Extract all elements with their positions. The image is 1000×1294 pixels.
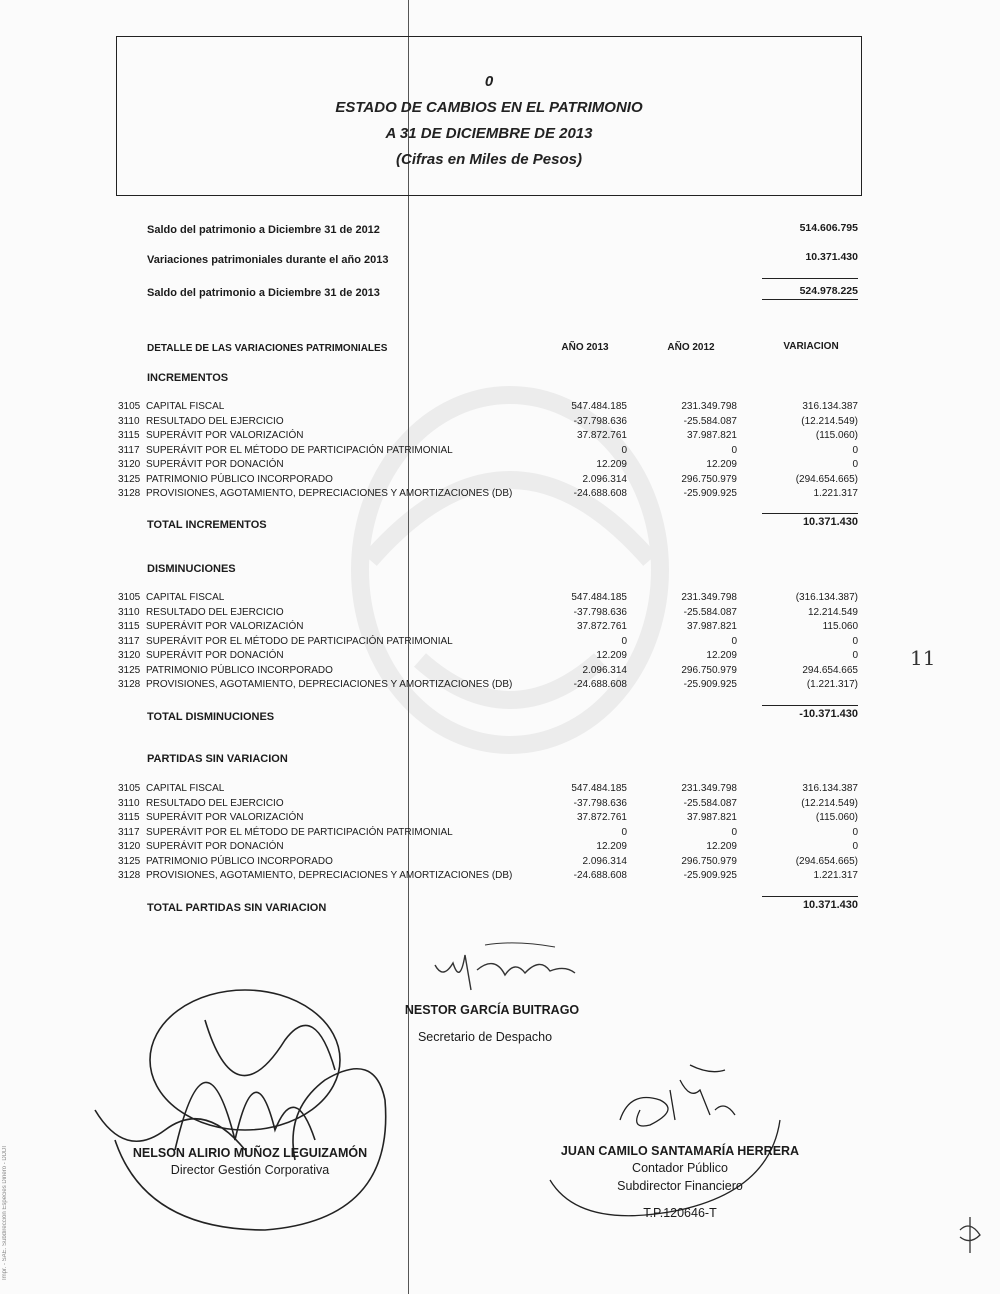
total-label-decreases: TOTAL DISMINUCIONES xyxy=(147,711,275,723)
account-description: PATRIMONIO PÚBLICO INCORPORADO xyxy=(146,664,333,676)
accountant-title: Contador Público xyxy=(632,1161,728,1175)
value-2013: 12.209 xyxy=(596,841,627,852)
director-title: Director Gestión Corporativa xyxy=(170,1163,330,1177)
accountant-name: JUAN CAMILO SANTAMARÍA HERRERA xyxy=(560,1144,800,1158)
value-2013: -24.688.608 xyxy=(573,870,627,881)
value-2012: 37.987.821 xyxy=(686,621,737,632)
account-code: 3110 xyxy=(118,606,140,618)
table-row xyxy=(0,797,1000,812)
table-row xyxy=(0,620,1000,635)
account-description: SUPERÁVIT POR VALORIZACIÓN xyxy=(146,621,304,632)
value-variation: 1.221.317 xyxy=(813,488,858,499)
report-date: A 31 DE DICIEMBRE DE 2013 xyxy=(385,125,593,142)
account-code: 3105 xyxy=(118,783,141,794)
value-2012: 296.750.979 xyxy=(681,664,737,676)
table-row xyxy=(0,444,1000,459)
account-code: 3125 xyxy=(118,855,141,867)
value-2012: -25.584.087 xyxy=(683,797,737,809)
value-2013: 0 xyxy=(621,826,627,838)
account-description: PATRIMONIO PÚBLICO INCORPORADO xyxy=(146,855,333,867)
value-variation: 0 xyxy=(852,826,858,838)
value-2013: 37.872.761 xyxy=(576,812,627,823)
total-underline-increments xyxy=(762,513,858,514)
value-2013: 547.484.185 xyxy=(571,401,627,412)
side-note: Impr. - SAE. Subdirección Especies Dinero - DDDI xyxy=(2,1145,8,1280)
account-code: 3105 xyxy=(118,401,141,412)
section-title-decreases: DISMINUCIONES xyxy=(147,563,236,575)
account-code: 3120 xyxy=(118,650,141,661)
account-description: PROVISIONES, AGOTAMIENTO, DEPRECIACIONES Y AMORTIZACIONES (DB) xyxy=(146,679,513,690)
value-2012: -25.909.925 xyxy=(683,870,737,881)
total-value-no-variation: 10.371.430 xyxy=(802,899,858,911)
secretary-title: Secretario de Despacho xyxy=(417,1030,553,1044)
corner-initials xyxy=(955,1215,985,1255)
value-variation: 1.221.317 xyxy=(813,870,858,881)
account-code: 3128 xyxy=(118,488,141,499)
director-signature xyxy=(85,960,415,1250)
account-code: 3128 xyxy=(118,679,141,690)
value-2012: -25.584.087 xyxy=(683,415,737,427)
summary-label-2012: Saldo del patrimonio a Diciembre 31 de 2012 xyxy=(147,224,380,236)
table-row xyxy=(0,458,1000,473)
account-description: CAPITAL FISCAL xyxy=(146,401,225,412)
total-underline-no-variation xyxy=(762,896,858,897)
table-row xyxy=(0,811,1000,826)
secretary-name: NESTOR GARCÍA BUITRAGO xyxy=(404,1003,580,1017)
column-2013: AÑO 2013 xyxy=(561,342,609,353)
account-code: 3120 xyxy=(118,459,141,470)
account-description: PROVISIONES, AGOTAMIENTO, DEPRECIACIONES Y AMORTIZACIONES (DB) xyxy=(146,870,513,881)
value-2012: -25.909.925 xyxy=(683,679,737,690)
value-2013: -37.798.636 xyxy=(573,797,627,809)
value-2013: 547.484.185 xyxy=(571,592,627,603)
accountant-license: T.P.120646-T xyxy=(643,1206,717,1220)
value-variation: (294.654.665) xyxy=(795,855,858,867)
summary-label-variation: Variaciones patrimoniales durante el año 2013 xyxy=(147,254,389,266)
value-variation: 115.060 xyxy=(822,621,858,632)
total-value-decreases: -10.371.430 xyxy=(799,708,858,720)
value-2012: 296.750.979 xyxy=(681,473,737,485)
account-code: 3125 xyxy=(118,473,141,485)
account-description: SUPERÁVIT POR EL MÉTODO DE PARTICIPACIÓN PATRIMONIAL xyxy=(146,444,453,456)
summary-value-variation: 10.371.430 xyxy=(805,251,858,263)
account-description: RESULTADO DEL EJERCICIO xyxy=(146,606,284,618)
account-code: 3105 xyxy=(118,592,141,603)
section-title-no-variation: PARTIDAS SIN VARIACION xyxy=(147,753,288,765)
account-description: RESULTADO DEL EJERCICIO xyxy=(146,415,284,427)
value-2013: 12.209 xyxy=(596,650,627,661)
value-2012: -25.584.087 xyxy=(683,606,737,618)
value-2013: -37.798.636 xyxy=(573,415,627,427)
summary-underline-2 xyxy=(762,299,858,300)
account-code: 3115 xyxy=(118,812,140,823)
value-variation: 316.134.387 xyxy=(802,783,858,794)
value-2012: 231.349.798 xyxy=(681,401,737,412)
value-variation: (115.060) xyxy=(815,430,858,441)
section-title-increments: INCREMENTOS xyxy=(147,372,229,384)
table-row xyxy=(0,487,1000,502)
value-2012: 37.987.821 xyxy=(686,812,737,823)
value-variation: 0 xyxy=(852,841,858,852)
value-variation: 0 xyxy=(852,444,858,456)
summary-underline xyxy=(762,278,858,279)
account-code: 3117 xyxy=(118,826,140,838)
value-variation: 0 xyxy=(852,459,858,470)
value-2013: 547.484.185 xyxy=(571,783,627,794)
value-2012: 0 xyxy=(731,444,737,456)
account-code: 3117 xyxy=(118,635,140,647)
table-row xyxy=(0,415,1000,430)
summary-label-2013: Saldo del patrimonio a Diciembre 31 de 2013 xyxy=(147,287,380,299)
column-2012: AÑO 2012 xyxy=(667,342,715,353)
value-2012: 0 xyxy=(731,826,737,838)
value-2013: -37.798.636 xyxy=(573,606,627,618)
total-label-no-variation: TOTAL PARTIDAS SIN VARIACION xyxy=(147,902,327,914)
title-box xyxy=(116,36,862,196)
report-number: 0 xyxy=(484,73,494,90)
value-2012: 37.987.821 xyxy=(686,430,737,441)
value-2013: -24.688.608 xyxy=(573,488,627,499)
summary-value-2012: 514.606.795 xyxy=(799,222,858,234)
value-2013: 2.096.314 xyxy=(582,664,627,676)
table-row xyxy=(0,473,1000,488)
account-description: SUPERÁVIT POR VALORIZACIÓN xyxy=(146,812,304,823)
margin-mark: 11 xyxy=(910,646,936,670)
table-row xyxy=(0,678,1000,693)
column-detail: DETALLE DE LAS VARIACIONES PATRIMONIALES xyxy=(147,343,388,354)
value-2012: 231.349.798 xyxy=(681,592,737,603)
value-2013: -24.688.608 xyxy=(573,679,627,690)
account-description: CAPITAL FISCAL xyxy=(146,783,225,794)
table-row xyxy=(0,591,1000,606)
value-variation: 0 xyxy=(852,650,858,661)
value-2012: 231.349.798 xyxy=(681,783,737,794)
value-variation: (294.654.665) xyxy=(795,473,858,485)
value-2012: 0 xyxy=(731,635,737,647)
account-description: SUPERÁVIT POR EL MÉTODO DE PARTICIPACIÓN PATRIMONIAL xyxy=(146,826,453,838)
summary-value-2013: 524.978.225 xyxy=(799,285,858,297)
value-variation: (1.221.317) xyxy=(806,679,858,690)
account-description: PROVISIONES, AGOTAMIENTO, DEPRECIACIONES Y AMORTIZACIONES (DB) xyxy=(146,488,513,499)
table-row xyxy=(0,400,1000,415)
report-title: ESTADO DE CAMBIOS EN EL PATRIMONIO xyxy=(335,99,643,116)
account-code: 3110 xyxy=(118,797,140,809)
account-description: SUPERÁVIT POR DONACIÓN xyxy=(146,459,284,470)
account-description: SUPERÁVIT POR DONACIÓN xyxy=(146,650,284,661)
account-description: CAPITAL FISCAL xyxy=(146,592,225,603)
value-variation: (12.214.549) xyxy=(801,797,858,809)
accountant-subtitle: Subdirector Financiero xyxy=(617,1179,743,1193)
value-2013: 0 xyxy=(621,635,627,647)
table-row xyxy=(0,782,1000,797)
table-row xyxy=(0,855,1000,870)
value-2013: 0 xyxy=(621,444,627,456)
table-row xyxy=(0,635,1000,650)
value-2013: 37.872.761 xyxy=(576,430,627,441)
table-row xyxy=(0,826,1000,841)
account-code: 3110 xyxy=(118,415,140,427)
secretary-signature xyxy=(425,935,585,995)
value-variation: (316.134.387) xyxy=(795,592,858,603)
account-description: RESULTADO DEL EJERCICIO xyxy=(146,797,284,809)
table-row xyxy=(0,664,1000,679)
value-2012: -25.909.925 xyxy=(683,488,737,499)
value-variation: 316.134.387 xyxy=(802,401,858,412)
account-description: SUPERÁVIT POR EL MÉTODO DE PARTICIPACIÓN PATRIMONIAL xyxy=(146,635,453,647)
account-description: SUPERÁVIT POR DONACIÓN xyxy=(146,841,284,852)
table-row xyxy=(0,429,1000,444)
value-2012: 12.209 xyxy=(706,841,737,852)
table-row xyxy=(0,649,1000,664)
total-label-increments: TOTAL INCREMENTOS xyxy=(147,519,267,531)
account-code: 3115 xyxy=(118,430,140,441)
account-description: SUPERÁVIT POR VALORIZACIÓN xyxy=(146,430,304,441)
director-name: NELSON ALIRIO MUÑOZ LEGUIZAMÓN xyxy=(132,1146,368,1160)
value-2012: 296.750.979 xyxy=(681,855,737,867)
value-2012: 12.209 xyxy=(706,650,737,661)
value-variation: (115.060) xyxy=(815,812,858,823)
table-row xyxy=(0,606,1000,621)
value-variation: 0 xyxy=(852,635,858,647)
report-units: (Cifras en Miles de Pesos) xyxy=(396,151,582,168)
accountant-signature xyxy=(540,1060,800,1220)
value-2013: 2.096.314 xyxy=(582,473,627,485)
account-code: 3115 xyxy=(118,621,140,632)
account-code: 3125 xyxy=(118,664,141,676)
value-2013: 12.209 xyxy=(596,459,627,470)
value-2012: 12.209 xyxy=(706,459,737,470)
account-description: PATRIMONIO PÚBLICO INCORPORADO xyxy=(146,473,333,485)
value-variation: 12.214.549 xyxy=(807,606,858,618)
value-variation: (12.214.549) xyxy=(801,415,858,427)
account-code: 3117 xyxy=(118,444,140,456)
value-variation: 294.654.665 xyxy=(802,664,858,676)
account-code: 3120 xyxy=(118,841,141,852)
account-code: 3128 xyxy=(118,870,141,881)
total-value-increments: 10.371.430 xyxy=(802,516,858,528)
value-2013: 37.872.761 xyxy=(576,621,627,632)
table-row xyxy=(0,840,1000,855)
value-2013: 2.096.314 xyxy=(582,855,627,867)
table-row xyxy=(0,869,1000,884)
column-variation: VARIACION xyxy=(783,341,839,352)
total-underline-decreases xyxy=(762,705,858,706)
